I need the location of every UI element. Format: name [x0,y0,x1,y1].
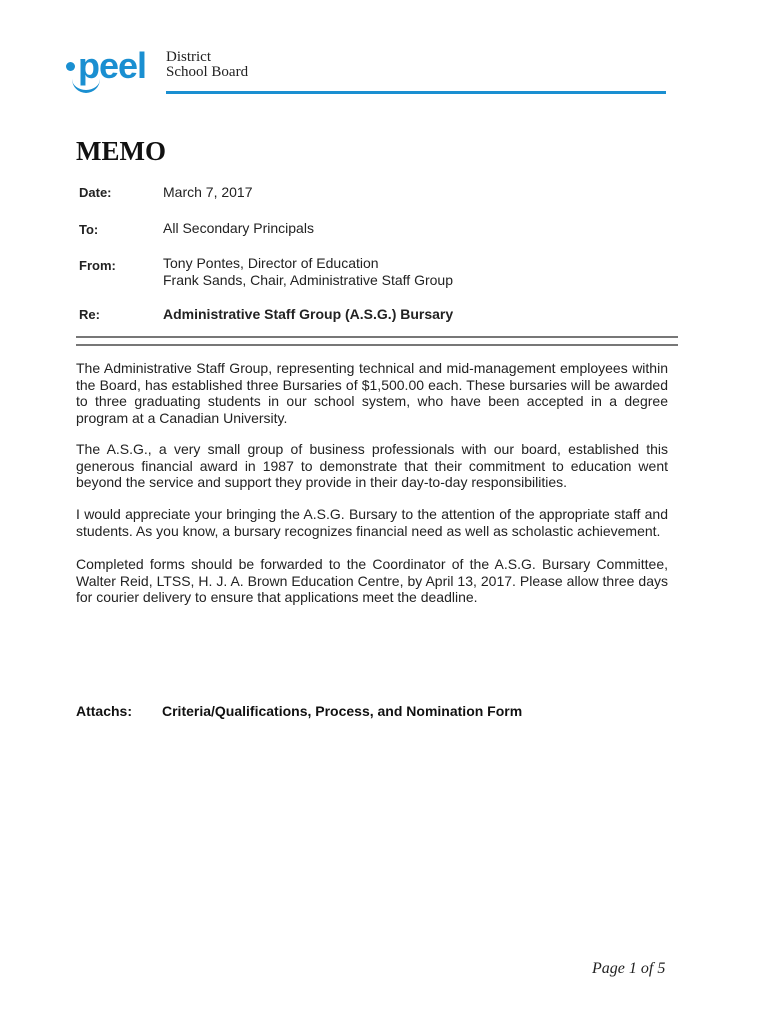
paragraph-2: The A.S.G., a very small group of business professionals with our board, established this generous financial award in 1987 to demonstrate that their commitment to education went beyond the service and support they provide in their day-to-day responsibilities. [76,441,668,490]
from-label: From: [79,258,116,273]
re-label: Re: [79,307,100,322]
logo-dot-icon [66,62,75,71]
attachments-value: Criteria/Qualifications, Process, and Nomination Form [162,703,523,719]
date-label: Date: [79,185,112,200]
header-divider [166,91,666,94]
logo-subtitle [166,50,248,80]
paragraph-1: The Administrative Staff Group, representing technical and mid-management employees within the Board, has established three Bursaries of $1,500.00 each. These bursaries will be awarded to three graduating students in our school system, who have been accepted in a degree program at a Canadian University. [76,360,668,426]
logo-line-district: District [166,49,211,65]
double-divider [76,336,678,346]
memo-title: MEMO [76,136,166,166]
paragraph-4: Completed forms should be forwarded to the Coordinator of the A.S.G. Bursary Committee, Walter Reid, LTSS, H. J. A. Brown Education Centre, by April 13, 2017. Please allow three days for courier delivery to ensure that applications meet the deadline. [76,556,668,605]
page-number: Page 1 of 5 [592,960,666,977]
logo-wordmark: peel [78,45,147,86]
to-label: To: [79,222,99,237]
attachments-label: Attachs: [76,703,133,719]
paragraph-3: I would appreciate your bringing the A.S.G. Bursary to the attention of the appropriate staff and students. As you know, a bursary recognizes financial need as well as scholastic achievement. [76,506,668,539]
from-line-1: Tony Pontes, Director of Education [163,255,379,271]
to-value: All Secondary Principals [163,220,314,236]
from-line-2: Frank Sands, Chair, Administrative Staff Group [163,272,453,288]
re-value: Administrative Staff Group (A.S.G.) Bursary [163,306,454,322]
logo-smile-icon [72,74,100,93]
date-value: March 7, 2017 [163,184,253,200]
logo-line-school-board: School Board [166,64,249,80]
